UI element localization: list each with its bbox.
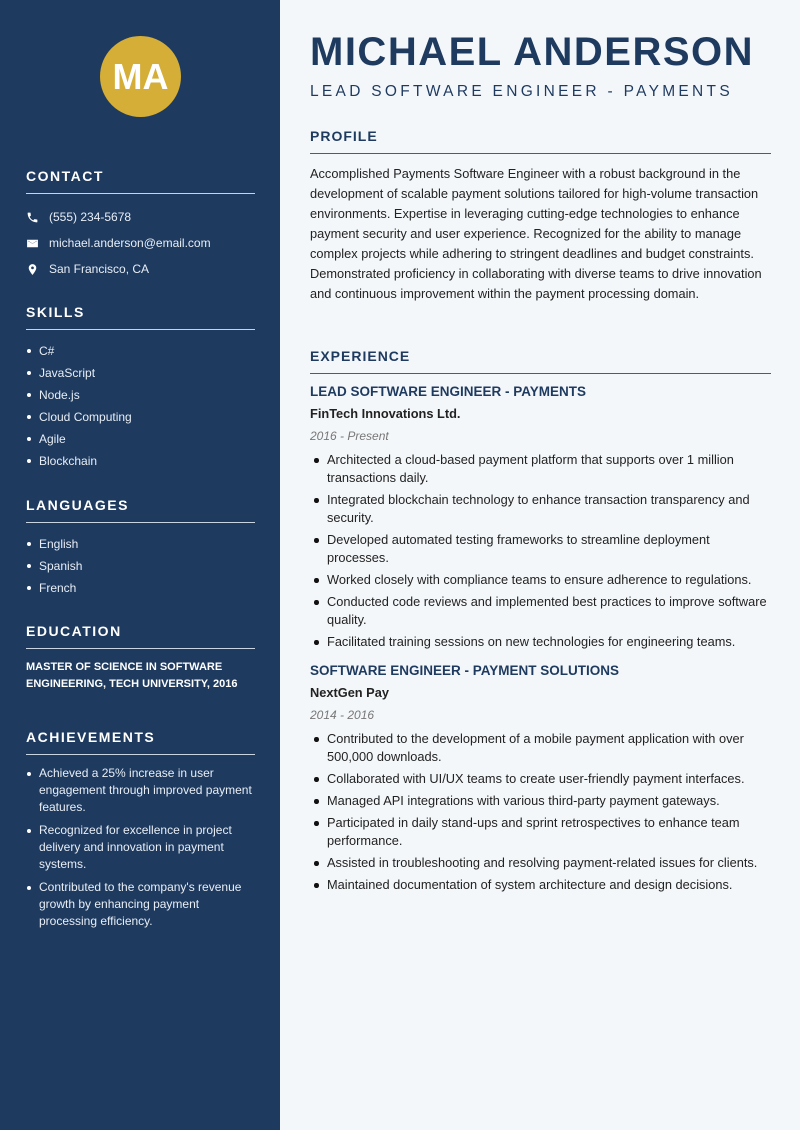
skills-section — [26, 304, 255, 472]
job-entry — [310, 384, 771, 651]
section-heading: ACHIEVEMENTS — [26, 729, 255, 755]
language-item: Spanish — [26, 555, 255, 577]
skill-item: C# — [26, 340, 255, 362]
skills-list — [26, 340, 255, 472]
job-bullet: Conducted code reviews and implemented best practices to improve software quality. — [310, 593, 771, 629]
skill-item: Cloud Computing — [26, 406, 255, 428]
education-section — [26, 623, 255, 693]
achievement-item: Achieved a 25% increase in user engagement through improved payment features. — [26, 765, 255, 816]
skill-item: Blockchain — [26, 450, 255, 472]
profile-section — [310, 128, 771, 304]
section-heading: LANGUAGES — [26, 497, 255, 523]
contact-location — [26, 256, 255, 282]
skill-item: Node.js — [26, 384, 255, 406]
candidate-title: LEAD SOFTWARE ENGINEER - PAYMENTS — [310, 83, 733, 100]
sidebar — [0, 0, 280, 1130]
job-bullet: Architected a cloud-based payment platform that supports over 1 million transactions daily. — [310, 451, 771, 487]
email-text: michael.anderson@email.com — [49, 236, 211, 250]
job-bullet: Participated in daily stand-ups and sprint retrospectives to enhance team performance. — [310, 814, 771, 850]
location-pin-icon — [26, 263, 39, 276]
job-bullet: Collaborated with UI/UX teams to create user-friendly payment interfaces. — [310, 770, 771, 788]
section-heading: PROFILE — [310, 128, 771, 154]
skill-item: JavaScript — [26, 362, 255, 384]
job-bullet: Facilitated training sessions on new technologies for engineering teams. — [310, 633, 771, 651]
achievement-item: Recognized for excellence in project delivery and innovation in payment systems. — [26, 822, 255, 873]
job-bullet: Maintained documentation of system architecture and design decisions. — [310, 876, 771, 894]
job-title: SOFTWARE ENGINEER - PAYMENT SOLUTIONS — [310, 663, 620, 678]
job-bullet: Assisted in troubleshooting and resolving payment-related issues for clients. — [310, 854, 771, 872]
language-item: French — [26, 577, 255, 599]
candidate-name: MICHAEL ANDERSON — [310, 30, 755, 74]
jobs-list — [310, 384, 771, 894]
job-title: LEAD SOFTWARE ENGINEER - PAYMENTS — [310, 384, 587, 399]
job-bullets — [310, 730, 771, 894]
experience-section — [310, 348, 771, 898]
contact-section — [26, 168, 255, 282]
job-entry — [310, 663, 771, 894]
languages-list — [26, 533, 255, 599]
languages-section — [26, 497, 255, 599]
phone-text: (555) 234-5678 — [49, 210, 132, 224]
company-name: FinTech Innovations Ltd. — [310, 406, 461, 421]
job-bullets — [310, 451, 771, 651]
job-bullet: Integrated blockchain technology to enhance transaction transparency and security. — [310, 491, 771, 527]
skill-item: Agile — [26, 428, 255, 450]
contact-phone — [26, 204, 255, 230]
education-entry: MASTER OF SCIENCE IN SOFTWARE ENGINEERING, TECH UNIVERSITY, 2016 — [26, 661, 238, 690]
section-heading: CONTACT — [26, 168, 255, 194]
achievements-list — [26, 765, 255, 930]
job-bullet: Managed API integrations with various third-party payment gateways. — [310, 792, 771, 810]
job-bullet: Developed automated testing frameworks to streamline deployment processes. — [310, 531, 771, 567]
avatar: MA — [100, 36, 181, 117]
company-name: NextGen Pay — [310, 685, 389, 700]
job-dates: 2016 - Present — [310, 429, 389, 443]
profile-text: Accomplished Payments Software Engineer with a robust background in the development of scalable payment solutions tailored for high-volume transaction environments. Expertise in leveraging cutting-edge technologies to enhance payment security and user experience. Recognized for the ability to manage complex projects while adhering to stringent deadlines and budget constraints. Demonstrated proficiency in collaborating with diverse teams to drive innovation and continuous improvement within the payment processing domain. — [310, 166, 762, 301]
achievements-section — [26, 729, 255, 936]
language-item: English — [26, 533, 255, 555]
job-bullet: Worked closely with compliance teams to ensure adherence to regulations. — [310, 571, 771, 589]
phone-icon — [26, 211, 39, 224]
section-heading: EDUCATION — [26, 623, 255, 649]
contact-email — [26, 230, 255, 256]
job-dates: 2014 - 2016 — [310, 708, 375, 722]
job-bullet: Contributed to the development of a mobile payment application with over 500,000 downloads. — [310, 730, 771, 766]
achievement-item: Contributed to the company's revenue growth by enhancing payment processing efficiency. — [26, 879, 255, 930]
section-heading: EXPERIENCE — [310, 348, 771, 374]
section-heading: SKILLS — [26, 304, 255, 330]
email-icon — [26, 237, 39, 250]
location-text: San Francisco, CA — [49, 262, 150, 276]
